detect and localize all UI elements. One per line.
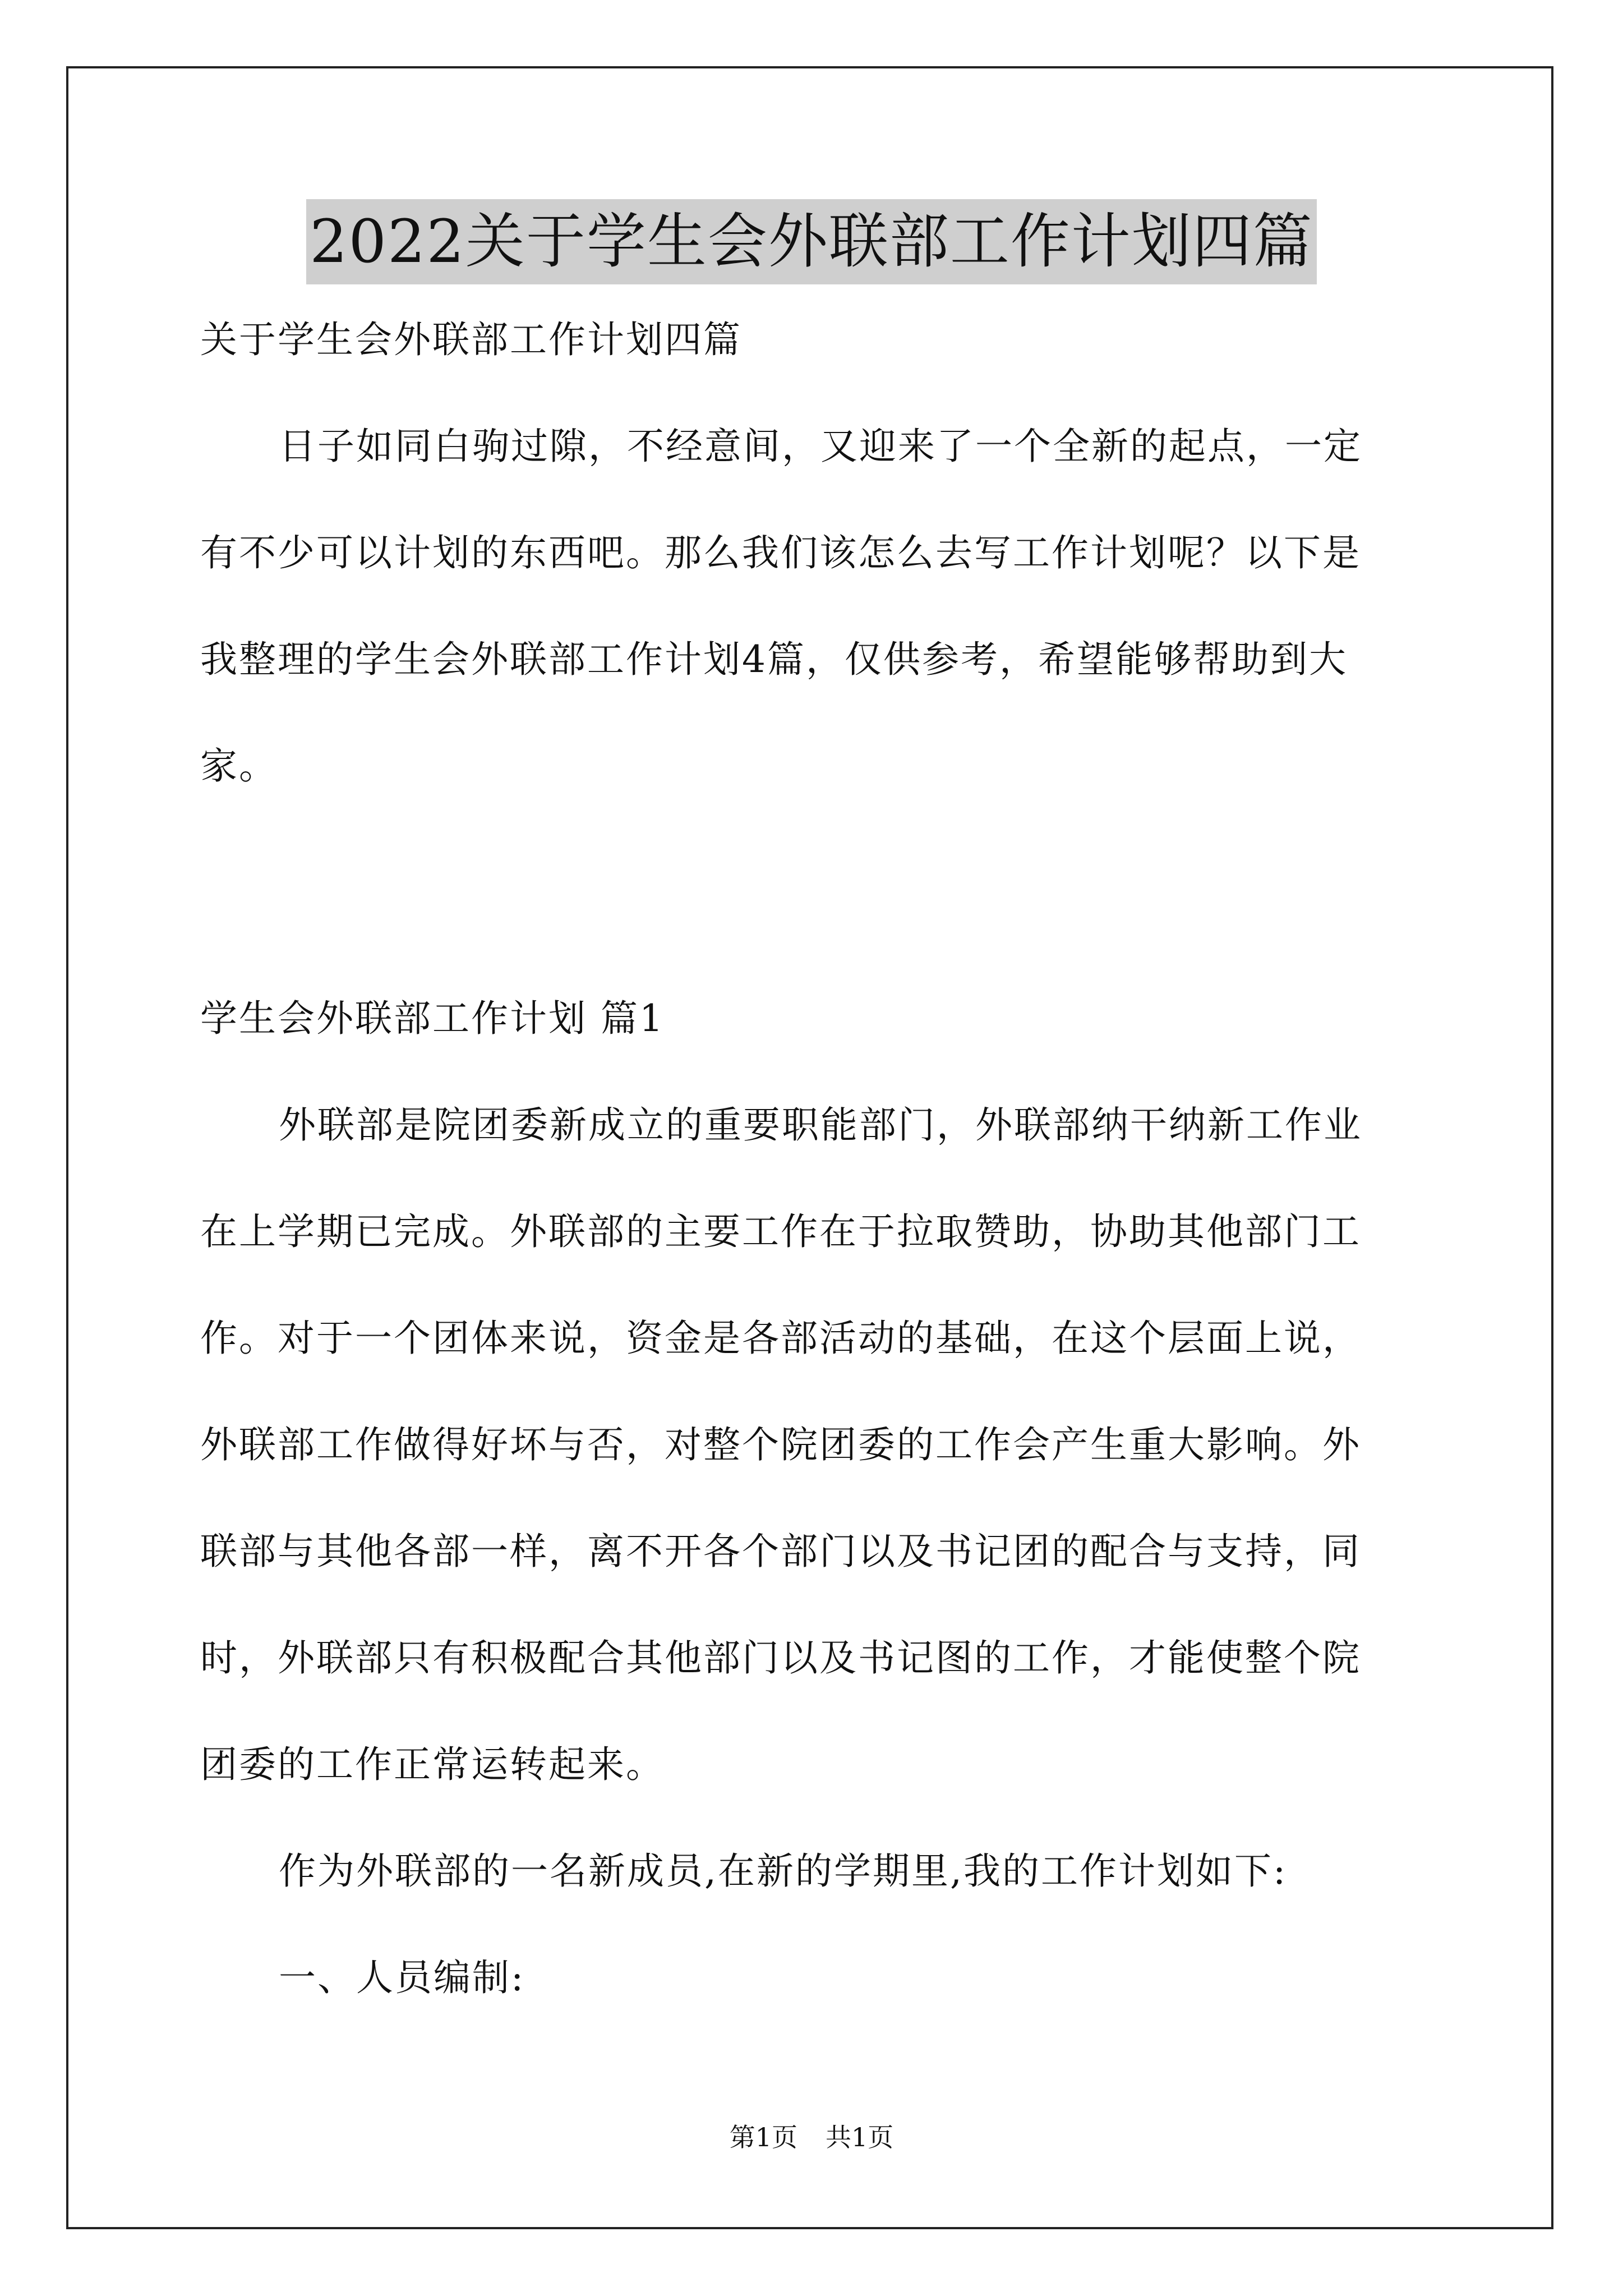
paragraph-line: 联部与其他各部一样，离不开各个部门以及书记团的配合与支持，同: [200, 1530, 1361, 1573]
document-title: 2022关于学生会外联部工作计划四篇: [306, 199, 1317, 284]
paragraph-line: 时，外联部只有积极配合其他部门以及书记图的工作，才能使整个院: [200, 1636, 1361, 1680]
page-number-total: 共1页: [826, 2122, 894, 2152]
page-number-current: 第1页: [729, 2122, 797, 2152]
title-wrap: [0, 199, 1623, 284]
section-heading: 学生会外联部工作计划 篇1: [200, 997, 665, 1040]
paragraph-line: 我整理的学生会外联部工作计划4篇，仅供参考，希望能够帮助到大: [200, 638, 1348, 681]
paragraph-line: 作。对于一个团体来说，资金是各部活动的基础，在这个层面上说，: [200, 1317, 1361, 1360]
paragraph-line: 有不少可以计划的东西吧。那么我们该怎么去写工作计划呢？以下是: [200, 531, 1361, 574]
paragraph-line: 作为外联部的一名新成员,在新的学期里,我的工作计划如下:: [279, 1849, 1288, 1893]
paragraph-line: 外联部工作做得好坏与否，对整个院团委的工作会产生重大影响。外: [200, 1423, 1361, 1466]
paragraph-line: 团委的工作正常运转起来。: [200, 1743, 665, 1786]
list-heading: 一、人员编制:: [279, 1956, 525, 1999]
paragraph-line: 外联部是院团委新成立的重要职能部门，外联部纳干纳新工作业: [279, 1103, 1362, 1147]
paragraph-line: 日子如同白驹过隙，不经意间，又迎来了一个全新的起点，一定: [279, 425, 1362, 468]
paragraph-line: 在上学期已完成。外联部的主要工作在于拉取赞助，协助其他部门工: [200, 1210, 1361, 1253]
page-footer: [0, 2120, 1623, 2154]
paragraph-line: 家。: [200, 744, 278, 788]
subtitle-line: 关于学生会外联部工作计划四篇: [200, 318, 742, 361]
